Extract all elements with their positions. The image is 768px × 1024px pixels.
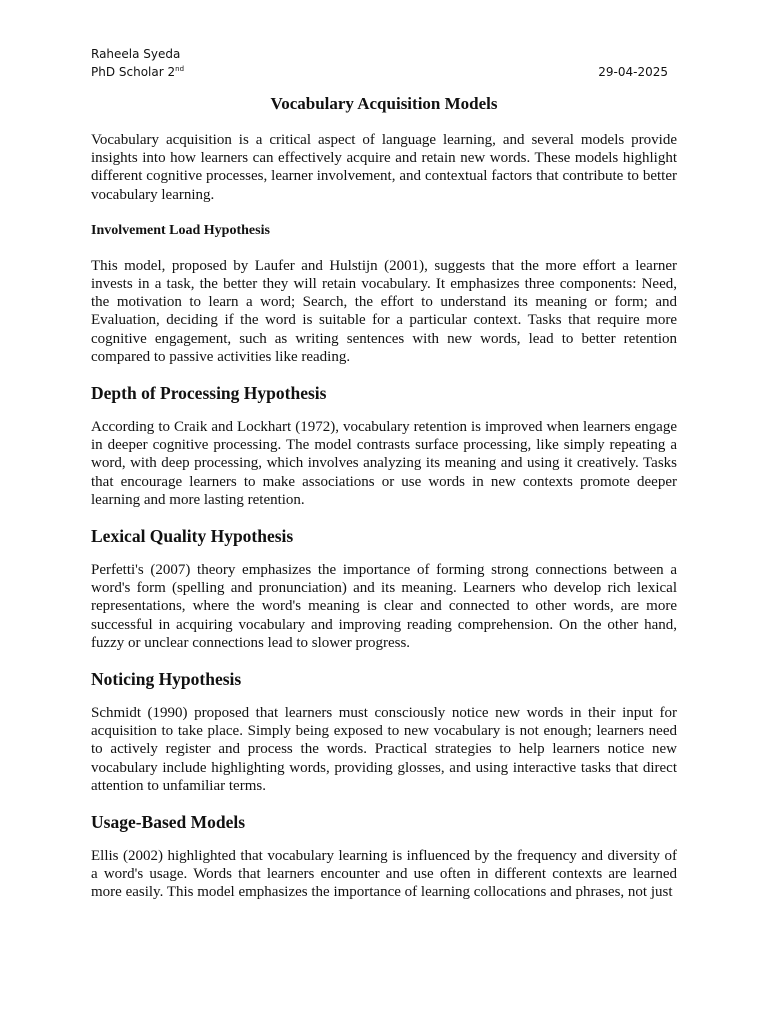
section-text-usage-based: Ellis (2002) highlighted that vocabulary learning is influenced by the frequency and diversity of a word's usage. Words that learners encounter and use often in different contexts are learned more easily. This model emphasizes the importance of learning collocations and phrases, not just [91, 848, 677, 901]
author-row [91, 45, 677, 63]
role-row [91, 63, 677, 81]
section-heading-depth-of-processing: Depth of Processing Hypothesis [91, 383, 327, 404]
section-text-lexical-quality: Perfetti's (2007) theory emphasizes the importance of forming strong connections between a word's form (spelling and pronunciation) and its meaning. Learners who develop rich lexical representations, where the word's meaning is clear and connected to other words, are more successful in acquiring vocabulary and improving reading comprehension. On the other hand, fuzzy or unclear connections lead to slower progress. [91, 562, 677, 651]
document-page [91, 0, 677, 1024]
author-role [91, 65, 184, 79]
section-heading-lexical-quality: Lexical Quality Hypothesis [91, 526, 294, 547]
intro-paragraph: Vocabulary acquisition is a critical aspect of language learning, and several models provide insights into how learners can effectively acquire and retain new words. These models highlight different cognitive processes, learner involvement, and contextual factors that contribute to better vocabulary learning. [91, 132, 677, 203]
section-text-involvement-load: This model, proposed by Laufer and Hulstijn (2001), suggests that the more effort a learner invests in a task, the better they will retain vocabulary. It emphasizes three components: Need, the motivation to learn a word; Search, the effort to understand its meaning or form; and Evaluation, deciding if the word is suitable for a particular context. Tasks that require more cognitive engagement, such as writing sentences with new words, lead to better retention compared to passive activities like reading. [91, 257, 677, 365]
section-text-noticing: Schmidt (1990) proposed that learners must consciously notice new words in their input for acquisition to take place. Simply being exposed to new vocabulary is not enough; learners need to actively register and process the words. Practical strategies to help learners notice new vocabulary include highlighting words, providing glosses, and using interactive tasks that direct attention to unfamiliar terms. [91, 705, 677, 794]
section-heading-involvement-load: Involvement Load Hypothesis [91, 222, 270, 238]
section-heading-usage-based: Usage-Based Models [91, 812, 246, 833]
author-name: Raheela Syeda [91, 47, 181, 61]
section-heading-noticing: Noticing Hypothesis [91, 669, 242, 690]
document-date: 29-04-2025 [598, 65, 668, 79]
author-role-superscript: nd [175, 65, 185, 73]
section-text-depth-of-processing: According to Craik and Lockhart (1972), vocabulary retention is improved when learners engage in deeper cognitive processing. The model contrasts surface processing, like simply repeating a word, with deep processing, which involves analyzing its meaning and using it creatively. Tasks that encourage learners to make associations or use words in new contexts promote deeper learning and more lasting retention. [91, 419, 677, 508]
document-header [91, 45, 677, 81]
document-body [91, 131, 677, 902]
author-role-text: PhD Scholar 2 [91, 65, 176, 79]
document-title: Vocabulary Acquisition Models [270, 94, 498, 113]
